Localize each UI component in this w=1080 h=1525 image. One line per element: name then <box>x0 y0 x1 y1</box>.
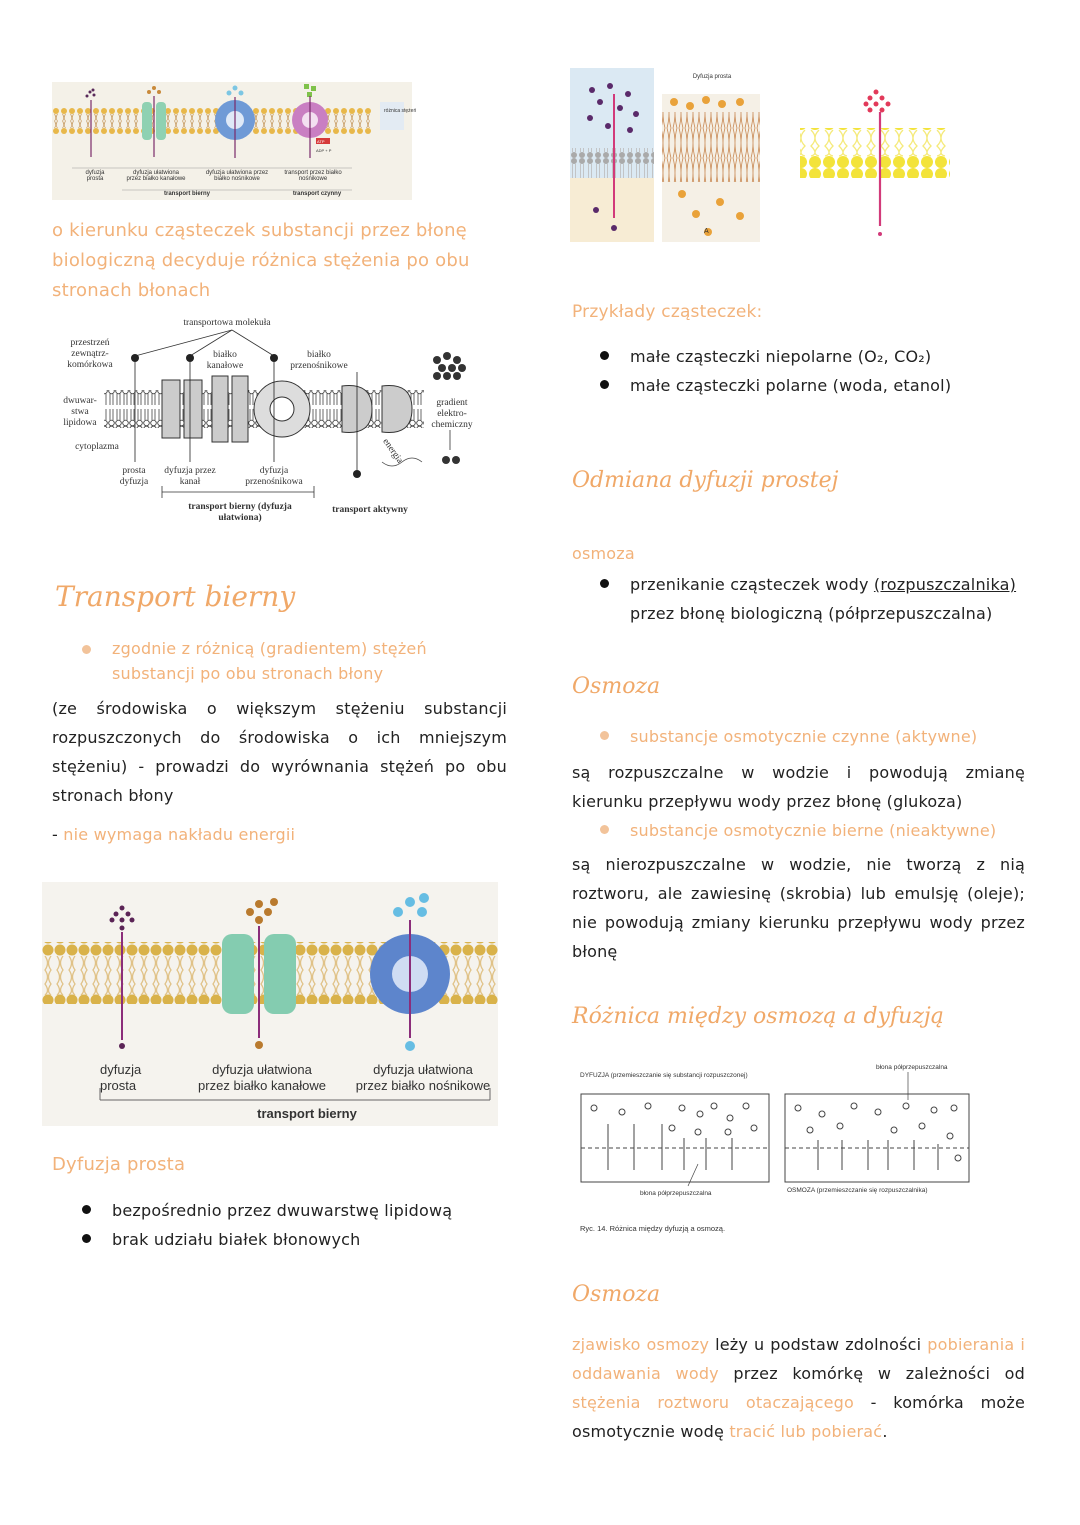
gradient-label: różnica stężeń <box>384 108 417 114</box>
osmosis2-part1: zjawisko osmozy <box>572 1335 710 1354</box>
fig4-letter: A <box>704 228 709 235</box>
fig2-gradient: gradient elektro-chemiczny <box>431 398 473 430</box>
heading-variant: Odmiana dyfuzji prostej <box>572 468 839 493</box>
membrane-top-label: błona półprzepuszczalna <box>876 1064 948 1071</box>
osmosis-active-text: są rozpuszczalne w wodzie i powodują zmianę kierunku przepływu wody przez błonę (glukoza) <box>572 763 1025 811</box>
figure-diffusion-osmosis <box>578 1060 978 1240</box>
osmosis-inactive-text: są nierozpuszczalne w wodzie, nie tworzą z nią roztworu, ale zawiesinę (skrobia) lub emulsję (oleje); nie powodują zmiany kierunku przepływu wody przez błonę <box>572 855 1025 961</box>
simple-diffusion-item <box>82 1196 502 1225</box>
bullet-dot <box>82 645 91 654</box>
variant-text-a: przenikanie cząsteczek wody <box>630 575 869 594</box>
fig2-energy: energia <box>380 436 405 466</box>
fig3-channel-line1: dyfuzja ułatwiona <box>212 1062 312 1077</box>
examples-list <box>600 342 1040 400</box>
osmosis-inactive-label: substancje osmotycznie bierne (nieaktywne) <box>630 821 997 840</box>
variant-text-b: (rozpuszczalnika) <box>873 575 1017 594</box>
bullet-dot <box>600 731 609 740</box>
osmosis-label: OSMOZA (przemieszczanie się rozpuszczalnika) <box>787 1187 928 1194</box>
osmosis2-part5: stężenia roztworu otaczającego <box>572 1393 854 1412</box>
osmosis2-paragraph <box>572 1330 1025 1446</box>
heading-osmoza-2: Osmoza <box>572 1282 661 1307</box>
variant-text-c: przez błonę biologiczną (półprzepuszczalna) <box>630 604 993 623</box>
heading-transport-bierny: Transport bierny <box>55 580 296 613</box>
heading-difference: Różnica między osmozą a dyfuzją <box>572 1004 944 1029</box>
variant-list <box>600 570 1030 628</box>
fig3-carrier-line2: przez białko nośnikowe <box>355 1078 491 1093</box>
intro-text: o kierunku cząsteczek substancji przez błonę biologiczną decyduje różnica stężenia po obu stronach błonach <box>52 220 470 301</box>
fig3-channel-label <box>192 1062 332 1094</box>
fig3-simple-label <box>100 1062 180 1094</box>
fig2-channel-protein: białko kanałowe <box>206 350 244 371</box>
bullet-dot <box>600 825 609 834</box>
bullet-dot <box>600 351 609 360</box>
bullet-dot <box>82 1205 91 1214</box>
passive-note <box>52 820 507 849</box>
fig2-channel: dyfuzja przez kanał <box>164 466 216 487</box>
fig2-simple: prosta dyfuzja <box>119 466 149 487</box>
fig4-title: Dyfuzja prosta <box>692 74 732 80</box>
osmosis2-part8: . <box>882 1422 888 1441</box>
bullet-dot <box>600 579 609 588</box>
osmosis2-part2: leży u podstaw zdolności <box>709 1335 928 1354</box>
fig1-label-active: transport przez białko nośnikowe <box>284 170 342 182</box>
passive-bullet-text: zgodnie z różnicą (gradientem) stężeń substancji po obu stronach błony <box>112 639 427 683</box>
fig2-carrier: dyfuzja przenośnikowa <box>245 466 303 487</box>
simple-diffusion-text: bezpośrednio przez dwuwarstwę lipidową <box>112 1201 453 1220</box>
osmosis-active-list <box>600 722 1030 751</box>
simple-diffusion-item <box>82 1225 502 1254</box>
variant-item <box>600 570 1030 628</box>
figure-membrane-schematic <box>52 312 482 532</box>
heading-osmoza: Osmoza <box>572 674 661 699</box>
osmosis2-part3: pobierania i oddawania wody <box>572 1335 1026 1383</box>
heading-dyfuzja-prosta: Dyfuzja prosta <box>52 1154 186 1175</box>
osmosis-active-item <box>600 722 1030 751</box>
simple-diffusion-list <box>82 1196 502 1254</box>
atp-label: ATP <box>317 139 325 144</box>
figure-transport-overview <box>52 82 417 200</box>
bullet-dot <box>600 380 609 389</box>
fig1-label-carrier: dyfuzja ułatwiona przez białko nośnikowe <box>205 170 269 182</box>
fig2-outside: przestrzeń zewnątrz-komórkowa <box>67 338 113 370</box>
osmosis-inactive-item <box>600 816 1030 845</box>
osmosis2-part7: tracić lub pobierać <box>729 1422 883 1441</box>
fig2-passive: transport bierny (dyfuzja ułatwiona) <box>188 502 292 523</box>
heading-examples: Przykłady cząsteczek: <box>572 302 763 322</box>
fig2-bilayer: dwuwar-stwa lipidowa <box>63 396 97 428</box>
fig1-label-simple: dyfuzja prosta <box>85 170 105 182</box>
passive-bullet-list <box>82 636 482 686</box>
fig2-transport-molecule: transportowa molekuła <box>183 318 271 328</box>
figure-caption: Ryc. 14. Różnica między dyfuzją a osmozą. <box>580 1224 726 1233</box>
osmosis-inactive-list <box>600 816 1030 845</box>
fig3-carrier-label <box>350 1062 496 1094</box>
simple-diffusion-text: brak udziału białek błonowych <box>112 1230 361 1249</box>
passive-paragraph: (ze środowiska o większym stężeniu substancji rozpuszczonych do środowiska o ich mniejszym stężeniu) - prowadzi do wyrównania stężeń po obu stronach błony <box>52 699 507 805</box>
examples-item <box>600 342 1040 371</box>
fig1-group-passive: transport bierny <box>163 191 210 197</box>
fig2-carrier-protein: białko przenośnikowe <box>290 350 348 371</box>
fig3-simple-line2: prosta <box>100 1078 137 1093</box>
fig1-group-active: transport czynny <box>292 191 342 197</box>
examples-item <box>600 371 1040 400</box>
passive-bullet <box>82 636 482 686</box>
adp-label: ADP + P <box>316 148 332 153</box>
membrane-bottom-label: błona półprzepuszczalna <box>640 1190 712 1197</box>
fig1-label-channel: dyfuzja ułatwiona przez białko kanałowe <box>126 170 186 182</box>
osmosis2-part6: - komórka może osmotycznie wodę <box>572 1393 1025 1441</box>
fig2-active: transport aktywny <box>332 505 408 515</box>
diffusion-label: DYFUZJA (przemieszczanie się substancji rozpuszczonej) <box>580 1072 748 1079</box>
osmosis-active-label: substancje osmotycznie czynne (aktywne) <box>630 727 978 746</box>
figure-passive-transport <box>42 882 498 1126</box>
examples-text: małe cząsteczki polarne (woda, etanol) <box>630 376 952 395</box>
fig3-channel-line2: przez białko kanałowe <box>198 1078 326 1093</box>
fig3-group-label: transport bierny <box>257 1106 357 1121</box>
passive-note-dash: - <box>52 825 58 844</box>
passive-note-text: nie wymaga nakładu energii <box>63 825 296 844</box>
figure-simple-diffusion-right <box>570 68 960 246</box>
examples-text: małe cząsteczki niepolarne (O₂, CO₂) <box>630 347 932 366</box>
osmosis2-part4: przez komórkę w zależności od <box>718 1364 1026 1383</box>
fig2-cytoplasm: cytoplazma <box>75 442 119 452</box>
fig3-carrier-line1: dyfuzja ułatwiona <box>373 1062 473 1077</box>
variant-sub: osmoza <box>572 544 635 563</box>
fig3-simple-line1: dyfuzja <box>100 1062 142 1077</box>
bullet-dot <box>82 1234 91 1243</box>
